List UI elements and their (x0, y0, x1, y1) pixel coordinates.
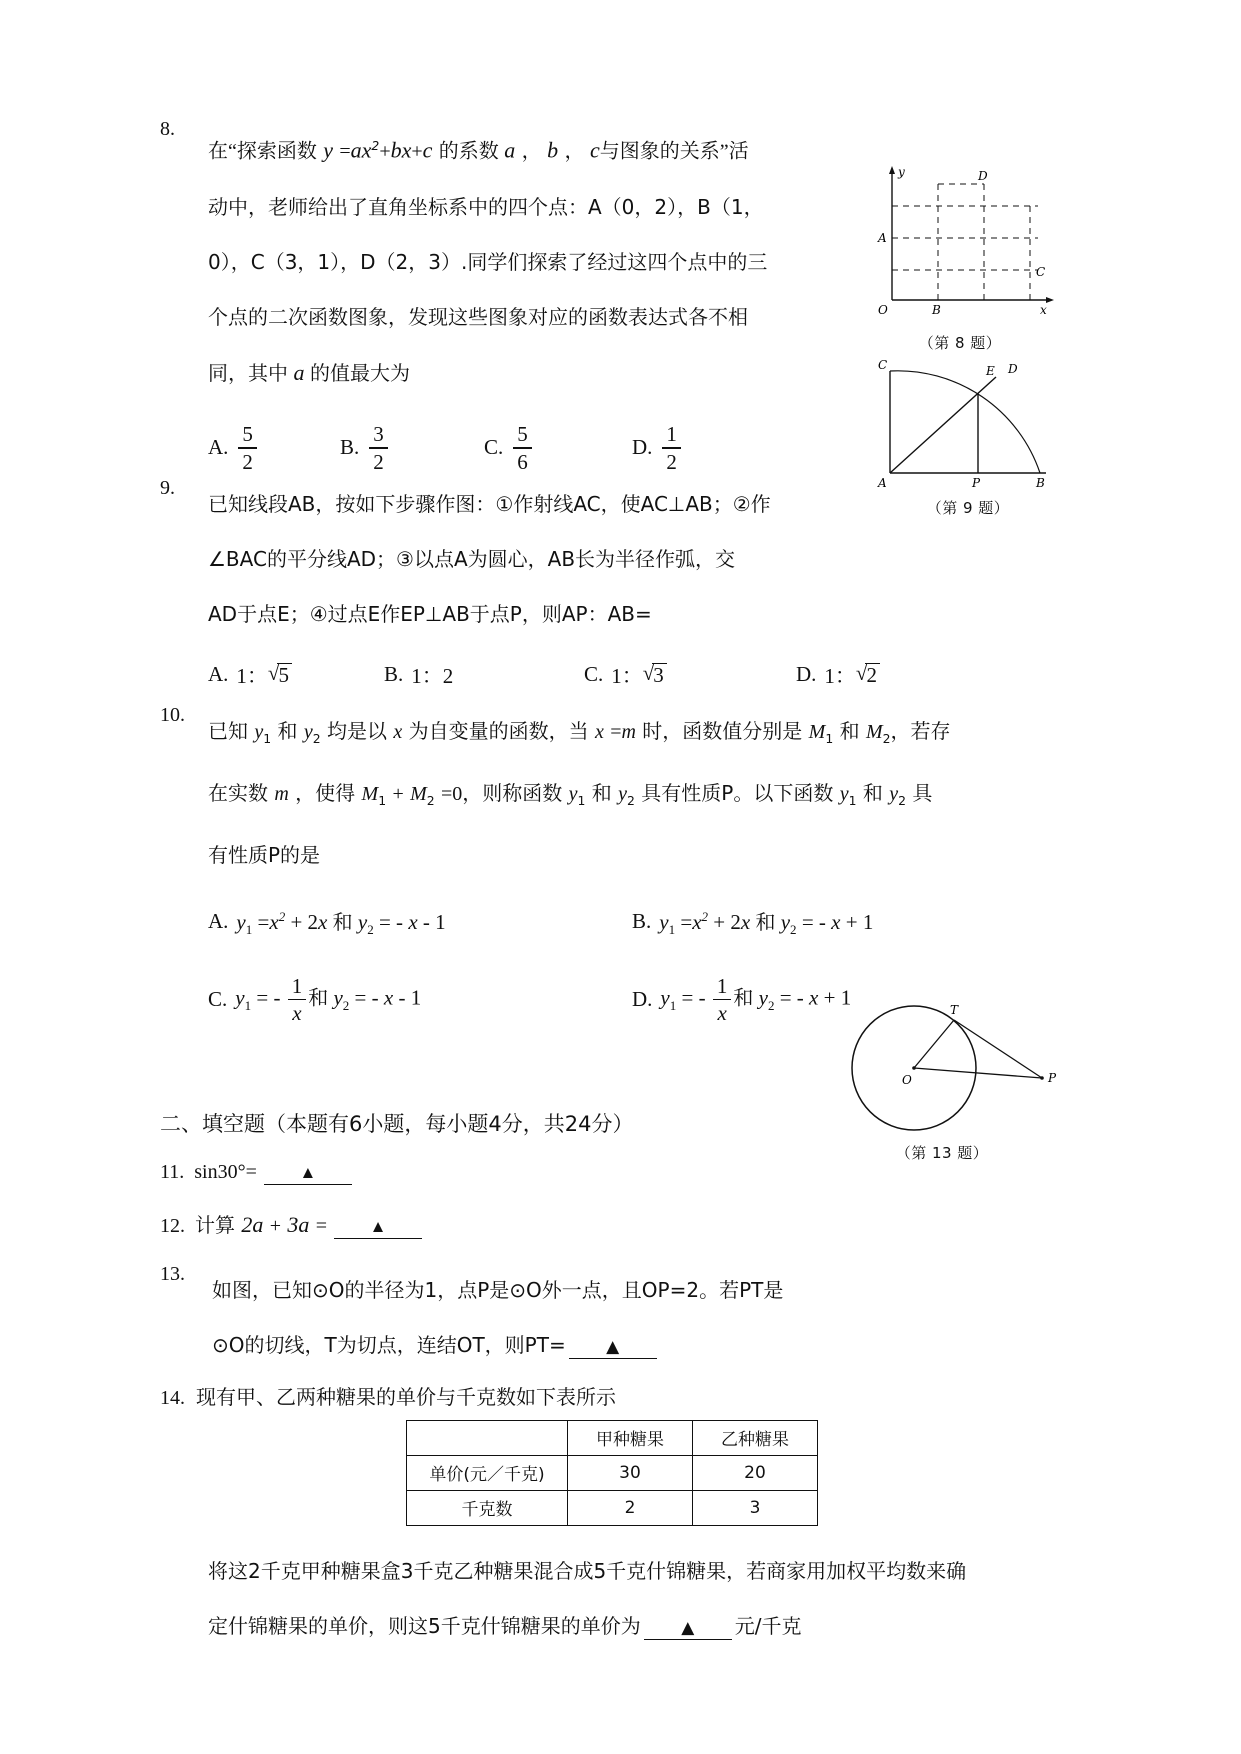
fraction-bar (369, 447, 388, 449)
figure-9-label-P: P (972, 476, 981, 490)
figure-9-label-D: D (1008, 362, 1018, 376)
question-14-followup (208, 1544, 1090, 1654)
question-10-number: 10. (160, 703, 185, 726)
option-10-D[interactable]: D. $y_1$ = - $\frac{1}{x}$ 和 $y_2$ = - x + 1 (632, 973, 852, 1026)
question-11-number: 11. (160, 1160, 185, 1183)
figure-9-caption: （第 9 题） (926, 499, 1010, 517)
table-col-header-jia: 甲种糖果 (568, 1420, 693, 1455)
figure-9-label-A: A (878, 476, 887, 490)
figure-9-label-B: B (1036, 476, 1045, 490)
fraction-5-2: $\frac{5}{2}$ (238, 423, 257, 473)
table-cell-yi-price: 20 (693, 1455, 818, 1490)
option-8-A[interactable]: A. $\frac{5}{2}$ (208, 423, 340, 473)
question-10-line-1: 已知 $y_1$ 和 $y_2$ 均是以 x 为自变量的函数，当 x =m 时，函数值分别是 $M_1$ 和 $M_2$，若存 (208, 718, 951, 746)
fraction-bar (513, 447, 532, 449)
option-9-A[interactable]: A. 1： √ 5 (208, 660, 384, 690)
question-9-line-2: ∠BAC的平分线AD；③以点A为圆心，AB长为半径作弧，交 (208, 546, 736, 571)
figure-13-svg (830, 1000, 1080, 1135)
question-13-body (212, 1263, 1090, 1373)
figure-8-label-B: B (932, 303, 941, 317)
figure-13-label-P: P (1048, 1071, 1057, 1085)
section-two-heading: 二、填空题（本题有6小题，每小题4分，共24分） (160, 1111, 634, 1136)
sqrt-3-icon: √ 3 (643, 663, 667, 686)
option-10-C-expression: $y_1$ = - $\frac{1}{x}$ 和 $y_2$ = - x - 1 (235, 973, 422, 1026)
question-8-number: 8. (160, 118, 175, 140)
question-12-text: 计算 2a + 3a = (195, 1211, 327, 1237)
question-13-line-1: 如图，已知⊙O的半径为1，点P是⊙O外一点，且OP=2。若PT是 (212, 1277, 784, 1302)
option-10-A-expression: $y_1 =x^2 + 2x$ 和 $y_2$ = - x - 1 (236, 908, 446, 937)
question-12-number: 12. (160, 1214, 185, 1237)
question-14 (160, 1381, 1090, 1654)
figure-8-label-x: x (1040, 303, 1047, 317)
fraction-bar (238, 447, 257, 449)
fraction-1-over-x: $\frac{1}{x}$ (288, 975, 307, 1025)
option-10-B[interactable]: B. $y_1 =x^2 + 2x$ 和 $y_2$ = - x + 1 (632, 906, 873, 938)
table-row (407, 1455, 818, 1490)
question-14-line-2: 定什锦糖果的单价，则这5千克什锦糖果的单价为 ▲ 元/千克 (208, 1613, 802, 1638)
question-10-line-2: 在实数 m ，使得 $M_1 + M_2 =0$，则称函数 $y_1$ 和 $y_2$ 具有性质P。以下函数 $y_1$ 和 $y_2$ 具 (208, 780, 933, 808)
question-14-prompt: 现有甲、乙两种糖果的单价与千克数如下表所示 (196, 1384, 616, 1409)
fraction-5-6: $\frac{5}{6}$ (513, 423, 532, 473)
table-corner-cell (407, 1420, 568, 1455)
question-14-line-1: 将这2千克甲种糖果盒3千克乙种糖果混合成5千克什锦糖果，若商家用加权平均数来确 (208, 1558, 967, 1583)
figure-8-caption: （第 8 题） (918, 334, 1002, 352)
question-8-line-5: 同，其中 a 的值最大为 (208, 359, 410, 385)
figure-13-label-O: O (902, 1073, 912, 1087)
figure-8-label-A: A (878, 231, 887, 245)
figure-9-label-C: C (878, 358, 888, 372)
option-9-D[interactable]: D. 1： √ 2 (796, 660, 880, 690)
question-10-options-row-1 (208, 897, 1090, 947)
table-cell-jia-price: 30 (568, 1455, 693, 1490)
option-9-C[interactable]: C. 1： √ 3 (584, 660, 796, 690)
question-11-blank[interactable]: ▲ (264, 1164, 352, 1185)
fraction-bar (662, 447, 681, 449)
figure-13-label-T: T (950, 1003, 959, 1017)
sqrt-2-icon: √ 2 (856, 663, 880, 686)
table-row (407, 1490, 818, 1525)
question-8-line-2: 动中，老师给出了直角坐标系中的四个点：A（0，2），B（1， (208, 194, 764, 219)
question-9-number: 9. (160, 476, 175, 499)
candy-table-wrapper (406, 1420, 1090, 1526)
fraction-1-2: $\frac{1}{2}$ (662, 423, 681, 473)
option-10-C[interactable]: C. $y_1$ = - $\frac{1}{x}$ 和 $y_2$ = - x - 1 (208, 973, 422, 1026)
table-row-header-kilograms: 千克数 (407, 1490, 568, 1525)
option-8-B[interactable]: B. $\frac{3}{2}$ (340, 423, 484, 473)
candy-price-table (406, 1420, 818, 1526)
figure-8-label-C: C (1036, 265, 1046, 279)
option-8-C[interactable]: C. $\frac{5}{6}$ (484, 423, 632, 473)
question-8-line-4: 个点的二次函数图象，发现这些图象对应的函数表达式各不相 (208, 304, 748, 329)
question-9-line-3: AD于点E；④过点E作EP⊥AB于点P，则AP：AB= (208, 601, 652, 626)
figure-question-9 (868, 355, 1068, 518)
question-11-text: sin30°= (194, 1160, 257, 1183)
question-8-line-3: 0），C（3，1），D（2，3）.同学们探索了经过这四个点中的三 (208, 249, 768, 274)
option-10-D-expression: $y_1$ = - $\frac{1}{x}$ 和 $y_2$ = - x + 1 (660, 973, 852, 1026)
question-8-line-1: 在“探索函数 $y =ax^2+bx+c$ 的系数 a ， b ， c与图象的关系”活 (208, 137, 749, 163)
option-10-B-expression: $y_1 =x^2 + 2x$ 和 $y_2$ = - x + 1 (659, 908, 874, 937)
table-header-row (407, 1420, 818, 1455)
option-8-D[interactable]: D. $\frac{1}{2}$ (632, 423, 683, 473)
table-row-header-unit-price: 单价(元／千克) (407, 1455, 568, 1490)
question-12-blank[interactable]: ▲ (334, 1218, 422, 1239)
figure-question-13 (830, 1000, 1080, 1163)
figure-8-svg (860, 160, 1060, 325)
question-14-blank[interactable]: ▲ (644, 1616, 732, 1640)
question-9-options (208, 648, 1090, 702)
fraction-3-2: $\frac{3}{2}$ (369, 423, 388, 473)
table-cell-jia-kg: 2 (568, 1490, 693, 1525)
figure-8-label-y: y (898, 165, 905, 179)
figure-13-caption: （第 13 题） (895, 1144, 989, 1162)
table-col-header-yi: 乙种糖果 (693, 1420, 818, 1455)
question-9-line-1: 已知线段AB，按如下步骤作图：①作射线AC，使AC⊥AB；②作 (208, 491, 771, 516)
sqrt-5-icon: √ 5 (268, 663, 292, 686)
figure-9-label-E: E (986, 364, 995, 378)
question-14-number: 14. (160, 1386, 185, 1409)
question-11 (160, 1161, 1090, 1209)
question-13-blank[interactable]: ▲ (569, 1335, 657, 1359)
figure-8-label-O: O (878, 303, 888, 317)
question-10 (160, 704, 1090, 883)
question-13 (160, 1263, 1090, 1373)
option-9-B[interactable]: B. 1：2 (384, 662, 454, 688)
table-cell-yi-kg: 3 (693, 1490, 818, 1525)
question-10-body (208, 704, 1090, 883)
figure-8-label-D: D (978, 169, 988, 183)
question-14-prompt-row (160, 1381, 1090, 1410)
question-13-line-2: ⊙O的切线，T为切点，连结OT，则PT= ▲ (212, 1318, 1090, 1373)
figure-9-svg (868, 355, 1068, 490)
question-13-number: 13. (160, 1262, 185, 1285)
option-10-A[interactable]: A. $y_1 =x^2 + 2x$ 和 $y_2$ = - x - 1 (208, 906, 632, 938)
figure-question-8 (860, 160, 1060, 353)
question-12 (160, 1209, 1090, 1257)
question-10-line-3: 有性质P的是 (208, 842, 321, 867)
fraction-1-over-x: $\frac{1}{x}$ (713, 975, 732, 1025)
